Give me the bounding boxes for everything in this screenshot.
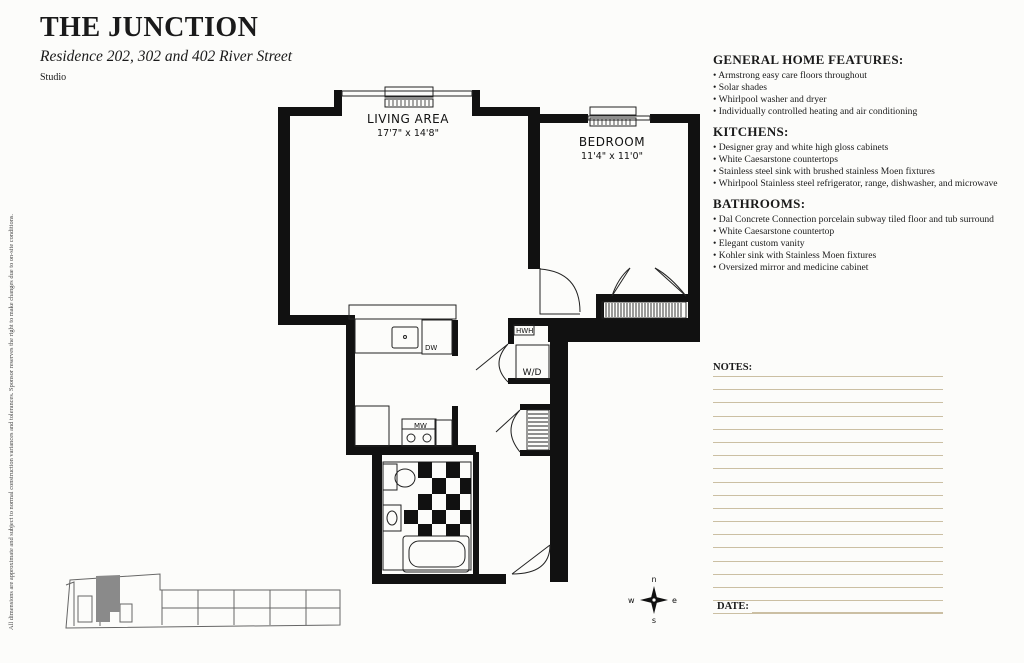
note-line bbox=[713, 468, 943, 469]
bedroom-label: BEDROOM bbox=[578, 135, 646, 149]
wall bbox=[278, 107, 338, 116]
wall bbox=[346, 315, 355, 455]
kitchen-sink bbox=[392, 327, 418, 348]
wall bbox=[278, 107, 290, 325]
list-item: • Solar shades bbox=[713, 82, 1018, 94]
microwave-label: MW bbox=[414, 422, 427, 430]
wall bbox=[528, 114, 588, 123]
note-line bbox=[713, 534, 943, 535]
list-item: • White Caesarstone countertop bbox=[713, 226, 1018, 238]
toilet bbox=[395, 469, 415, 487]
kitchens-section bbox=[713, 124, 1018, 190]
note-line bbox=[713, 416, 943, 417]
wall bbox=[472, 107, 532, 116]
bedroom-dims: 11'4" x 11'0" bbox=[581, 151, 643, 162]
list-item: • Armstrong easy care floors throughout bbox=[713, 70, 1018, 82]
kitchen-counter bbox=[349, 305, 456, 319]
living-area-label: LIVING AREA bbox=[367, 112, 449, 126]
list-item: • Whirlpool washer and dryer bbox=[713, 94, 1018, 106]
living-area-dims: 17'7" x 14'8" bbox=[377, 128, 439, 139]
notes-lines bbox=[713, 376, 943, 627]
wall bbox=[452, 406, 458, 446]
list-item: • Dal Concrete Connection porcelain subway tiled floor and tub surround bbox=[713, 214, 1018, 226]
closet-door bbox=[496, 410, 520, 452]
list-item: • Oversized mirror and medicine cabinet bbox=[713, 262, 1018, 274]
note-line bbox=[713, 455, 943, 456]
list-item: • Designer gray and white high gloss cabinets bbox=[713, 142, 1018, 154]
note-line bbox=[713, 482, 943, 483]
closet-door bbox=[655, 268, 686, 296]
note-line bbox=[713, 587, 943, 588]
bathrooms-section bbox=[713, 196, 1018, 274]
note-line bbox=[713, 442, 943, 443]
wall bbox=[528, 107, 540, 269]
dishwasher-label: DW bbox=[425, 344, 438, 352]
laundry-door bbox=[476, 344, 508, 382]
note-line bbox=[713, 376, 943, 377]
compass-west: w bbox=[628, 596, 635, 605]
wall bbox=[520, 404, 554, 410]
section-title: BATHROOMS: bbox=[713, 196, 806, 211]
wall bbox=[508, 318, 514, 344]
disclaimer-note: All dimensions are approximate and subject to normal construction variances and tolerances. Sponsor reserves the right to make changes due to on-site conditions. bbox=[8, 214, 15, 630]
note-line bbox=[713, 613, 943, 614]
window bbox=[342, 91, 472, 96]
list-item: • Stainless steel sink with brushed stainless Moen fixtures bbox=[713, 166, 1018, 178]
note-line bbox=[713, 508, 943, 509]
washer-dryer-label: W/D bbox=[522, 368, 542, 378]
list-item: • Whirlpool Stainless steel refrigerator, range, dishwasher, and microwave bbox=[713, 178, 1018, 190]
note-line bbox=[713, 574, 943, 575]
note-line bbox=[713, 495, 943, 496]
wall bbox=[372, 574, 506, 584]
wall bbox=[372, 452, 382, 584]
page-title: THE JUNCTION bbox=[40, 12, 259, 43]
section-title: GENERAL HOME FEATURES: bbox=[713, 52, 904, 67]
bathroom-sink bbox=[383, 505, 401, 531]
list-item: • White Caesarstone countertops bbox=[713, 154, 1018, 166]
kitchen-counter bbox=[355, 406, 389, 446]
compass-east: e bbox=[672, 596, 677, 605]
compass-rose-icon bbox=[640, 586, 668, 614]
hvac-unit bbox=[590, 118, 636, 126]
key-plan-highlight bbox=[96, 575, 120, 622]
section-title: KITCHENS: bbox=[713, 124, 789, 139]
wall bbox=[520, 450, 554, 456]
wall bbox=[473, 452, 479, 578]
wall bbox=[688, 114, 700, 342]
bathroom-tile bbox=[404, 462, 471, 536]
residence-subtitle: Residence 202, 302 and 402 River Street bbox=[40, 48, 293, 65]
wall bbox=[548, 318, 700, 342]
list-item: • Kohler sink with Stainless Moen fixtures bbox=[713, 250, 1018, 262]
note-line bbox=[713, 389, 943, 390]
wall bbox=[452, 320, 458, 356]
note-line bbox=[713, 521, 943, 522]
compass-north: n bbox=[651, 575, 657, 584]
general-features-section bbox=[713, 52, 1018, 118]
note-line bbox=[713, 429, 943, 430]
bedroom-door bbox=[540, 268, 580, 314]
list-item: • Individually controlled heating and air conditioning bbox=[713, 106, 1018, 118]
note-line bbox=[713, 402, 943, 403]
wall bbox=[334, 90, 342, 116]
closet-door bbox=[612, 268, 630, 296]
date-line bbox=[752, 612, 943, 613]
note-line bbox=[713, 547, 943, 548]
entry-door bbox=[512, 545, 550, 574]
date-label: DATE: bbox=[717, 601, 749, 612]
notes-label: NOTES: bbox=[713, 362, 753, 373]
list-item: • Elegant custom vanity bbox=[713, 238, 1018, 250]
wall bbox=[278, 315, 348, 325]
unit-type-label: Studio bbox=[40, 72, 67, 83]
water-heater-label: HWH bbox=[516, 327, 534, 335]
hvac-unit bbox=[590, 107, 636, 115]
features-panel bbox=[713, 52, 1018, 280]
note-line bbox=[713, 561, 943, 562]
compass-south: s bbox=[651, 616, 657, 625]
